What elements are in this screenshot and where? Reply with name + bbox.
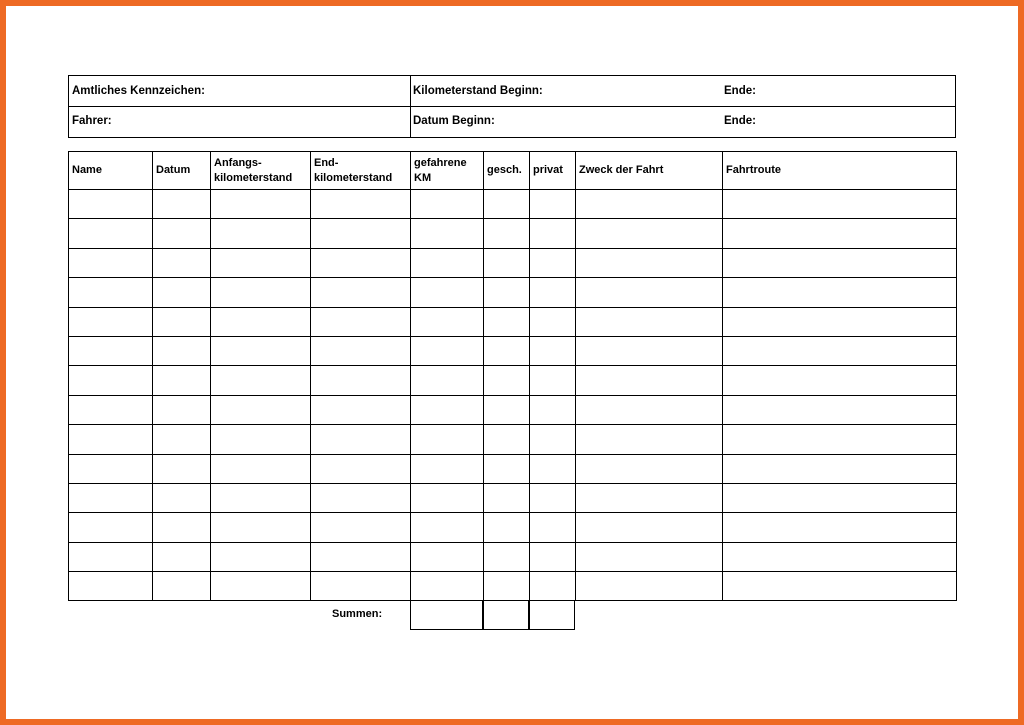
cell-driven_km	[411, 219, 484, 248]
cell-end_km	[311, 454, 411, 483]
cell-name	[69, 542, 153, 571]
cell-name	[69, 278, 153, 307]
table-row	[69, 542, 957, 571]
table-row	[69, 454, 957, 483]
table-row	[69, 336, 957, 365]
table-row	[69, 219, 957, 248]
km-begin-label: Kilometerstand Beginn:	[413, 85, 543, 97]
cell-name	[69, 483, 153, 512]
cell-end_km	[311, 219, 411, 248]
cell-private	[530, 336, 576, 365]
cell-start_km	[211, 572, 311, 601]
cell-name	[69, 336, 153, 365]
column-header-driven-km: gefahrene KM	[411, 152, 484, 190]
cell-private	[530, 572, 576, 601]
cell-private	[530, 278, 576, 307]
cell-end_km	[311, 248, 411, 277]
cell-purpose	[576, 366, 723, 395]
cell-business	[484, 190, 530, 219]
sum-label: Summen:	[332, 608, 383, 620]
cell-name	[69, 513, 153, 542]
cell-name	[69, 219, 153, 248]
cell-end_km	[311, 572, 411, 601]
cell-private	[530, 425, 576, 454]
sum-private-cell	[528, 600, 575, 630]
cell-datum	[153, 190, 211, 219]
cell-private	[530, 483, 576, 512]
cell-start_km	[211, 190, 311, 219]
column-header-business: gesch.	[484, 152, 530, 190]
table-row	[69, 483, 957, 512]
cell-end_km	[311, 307, 411, 336]
cell-route	[723, 190, 957, 219]
cell-driven_km	[411, 395, 484, 424]
cell-datum	[153, 307, 211, 336]
cell-datum	[153, 483, 211, 512]
cell-name	[69, 425, 153, 454]
cell-start_km	[211, 425, 311, 454]
cell-route	[723, 454, 957, 483]
cell-datum	[153, 572, 211, 601]
cell-purpose	[576, 307, 723, 336]
cell-name	[69, 572, 153, 601]
cell-route	[723, 425, 957, 454]
cell-datum	[153, 542, 211, 571]
table-row	[69, 190, 957, 219]
cell-purpose	[576, 190, 723, 219]
cell-business	[484, 395, 530, 424]
cell-business	[484, 572, 530, 601]
column-header-route: Fahrtroute	[723, 152, 957, 190]
cell-private	[530, 366, 576, 395]
cell-route	[723, 219, 957, 248]
cell-datum	[153, 366, 211, 395]
cell-route	[723, 307, 957, 336]
table-row	[69, 366, 957, 395]
cell-end_km	[311, 278, 411, 307]
cell-private	[530, 513, 576, 542]
cell-datum	[153, 425, 211, 454]
cell-datum	[153, 454, 211, 483]
cell-purpose	[576, 542, 723, 571]
sum-business-cell	[482, 600, 530, 630]
cell-business	[484, 336, 530, 365]
date-begin-label: Datum Beginn:	[413, 115, 495, 127]
cell-name	[69, 248, 153, 277]
header-divider-vertical	[410, 76, 411, 137]
cell-route	[723, 542, 957, 571]
table-header-row	[69, 152, 957, 190]
table-row	[69, 248, 957, 277]
cell-business	[484, 278, 530, 307]
cell-driven_km	[411, 248, 484, 277]
cell-datum	[153, 219, 211, 248]
cell-name	[69, 395, 153, 424]
column-header-private: privat	[530, 152, 576, 190]
cell-driven_km	[411, 542, 484, 571]
cell-start_km	[211, 542, 311, 571]
header-divider-horizontal	[69, 106, 955, 107]
cell-driven_km	[411, 278, 484, 307]
cell-end_km	[311, 395, 411, 424]
column-header-end-km: End- kilometerstand	[311, 152, 411, 190]
cell-start_km	[211, 248, 311, 277]
table-row	[69, 572, 957, 601]
date-end-label: Ende:	[724, 115, 756, 127]
cell-purpose	[576, 513, 723, 542]
trip-log-body	[69, 190, 957, 601]
cell-route	[723, 278, 957, 307]
cell-purpose	[576, 572, 723, 601]
cell-route	[723, 366, 957, 395]
cell-purpose	[576, 219, 723, 248]
cell-purpose	[576, 336, 723, 365]
cell-purpose	[576, 454, 723, 483]
cell-start_km	[211, 366, 311, 395]
cell-start_km	[211, 219, 311, 248]
cell-private	[530, 219, 576, 248]
cell-datum	[153, 278, 211, 307]
cell-driven_km	[411, 483, 484, 512]
cell-route	[723, 483, 957, 512]
cell-route	[723, 513, 957, 542]
cell-datum	[153, 336, 211, 365]
cell-start_km	[211, 278, 311, 307]
table-row	[69, 395, 957, 424]
cell-driven_km	[411, 572, 484, 601]
cell-driven_km	[411, 366, 484, 395]
cell-datum	[153, 248, 211, 277]
cell-purpose	[576, 278, 723, 307]
plate-label: Amtliches Kennzeichen:	[72, 85, 205, 97]
cell-purpose	[576, 248, 723, 277]
column-header-datum: Datum	[153, 152, 211, 190]
cell-driven_km	[411, 454, 484, 483]
cell-purpose	[576, 425, 723, 454]
cell-route	[723, 395, 957, 424]
cell-name	[69, 366, 153, 395]
cell-driven_km	[411, 307, 484, 336]
cell-route	[723, 248, 957, 277]
cell-private	[530, 307, 576, 336]
trip-log-table	[68, 151, 957, 601]
cell-start_km	[211, 454, 311, 483]
cell-end_km	[311, 190, 411, 219]
cell-business	[484, 248, 530, 277]
cell-end_km	[311, 425, 411, 454]
cell-business	[484, 425, 530, 454]
cell-private	[530, 190, 576, 219]
table-row	[69, 278, 957, 307]
cell-driven_km	[411, 513, 484, 542]
cell-driven_km	[411, 190, 484, 219]
cell-business	[484, 542, 530, 571]
cell-datum	[153, 513, 211, 542]
cell-start_km	[211, 395, 311, 424]
logbook-sheet	[6, 6, 1018, 719]
cell-business	[484, 219, 530, 248]
cell-start_km	[211, 483, 311, 512]
cell-private	[530, 542, 576, 571]
cell-business	[484, 366, 530, 395]
cell-private	[530, 395, 576, 424]
table-row	[69, 513, 957, 542]
cell-name	[69, 190, 153, 219]
cell-end_km	[311, 336, 411, 365]
cell-route	[723, 572, 957, 601]
driver-label: Fahrer:	[72, 115, 112, 127]
cell-start_km	[211, 336, 311, 365]
cell-driven_km	[411, 425, 484, 454]
column-header-name: Name	[69, 152, 153, 190]
cell-end_km	[311, 542, 411, 571]
cell-route	[723, 336, 957, 365]
table-row	[69, 425, 957, 454]
sum-driven-km-cell	[410, 600, 484, 630]
cell-name	[69, 454, 153, 483]
km-end-label: Ende:	[724, 85, 756, 97]
table-row	[69, 307, 957, 336]
vehicle-info-header	[68, 75, 956, 138]
column-header-purpose: Zweck der Fahrt	[576, 152, 723, 190]
cell-name	[69, 307, 153, 336]
cell-driven_km	[411, 336, 484, 365]
cell-end_km	[311, 483, 411, 512]
cell-business	[484, 454, 530, 483]
cell-business	[484, 307, 530, 336]
cell-start_km	[211, 513, 311, 542]
cell-private	[530, 248, 576, 277]
column-header-start-km: Anfangs- kilometerstand	[211, 152, 311, 190]
cell-end_km	[311, 513, 411, 542]
cell-business	[484, 483, 530, 512]
cell-end_km	[311, 366, 411, 395]
cell-datum	[153, 395, 211, 424]
cell-start_km	[211, 307, 311, 336]
cell-purpose	[576, 483, 723, 512]
cell-private	[530, 454, 576, 483]
cell-business	[484, 513, 530, 542]
cell-purpose	[576, 395, 723, 424]
